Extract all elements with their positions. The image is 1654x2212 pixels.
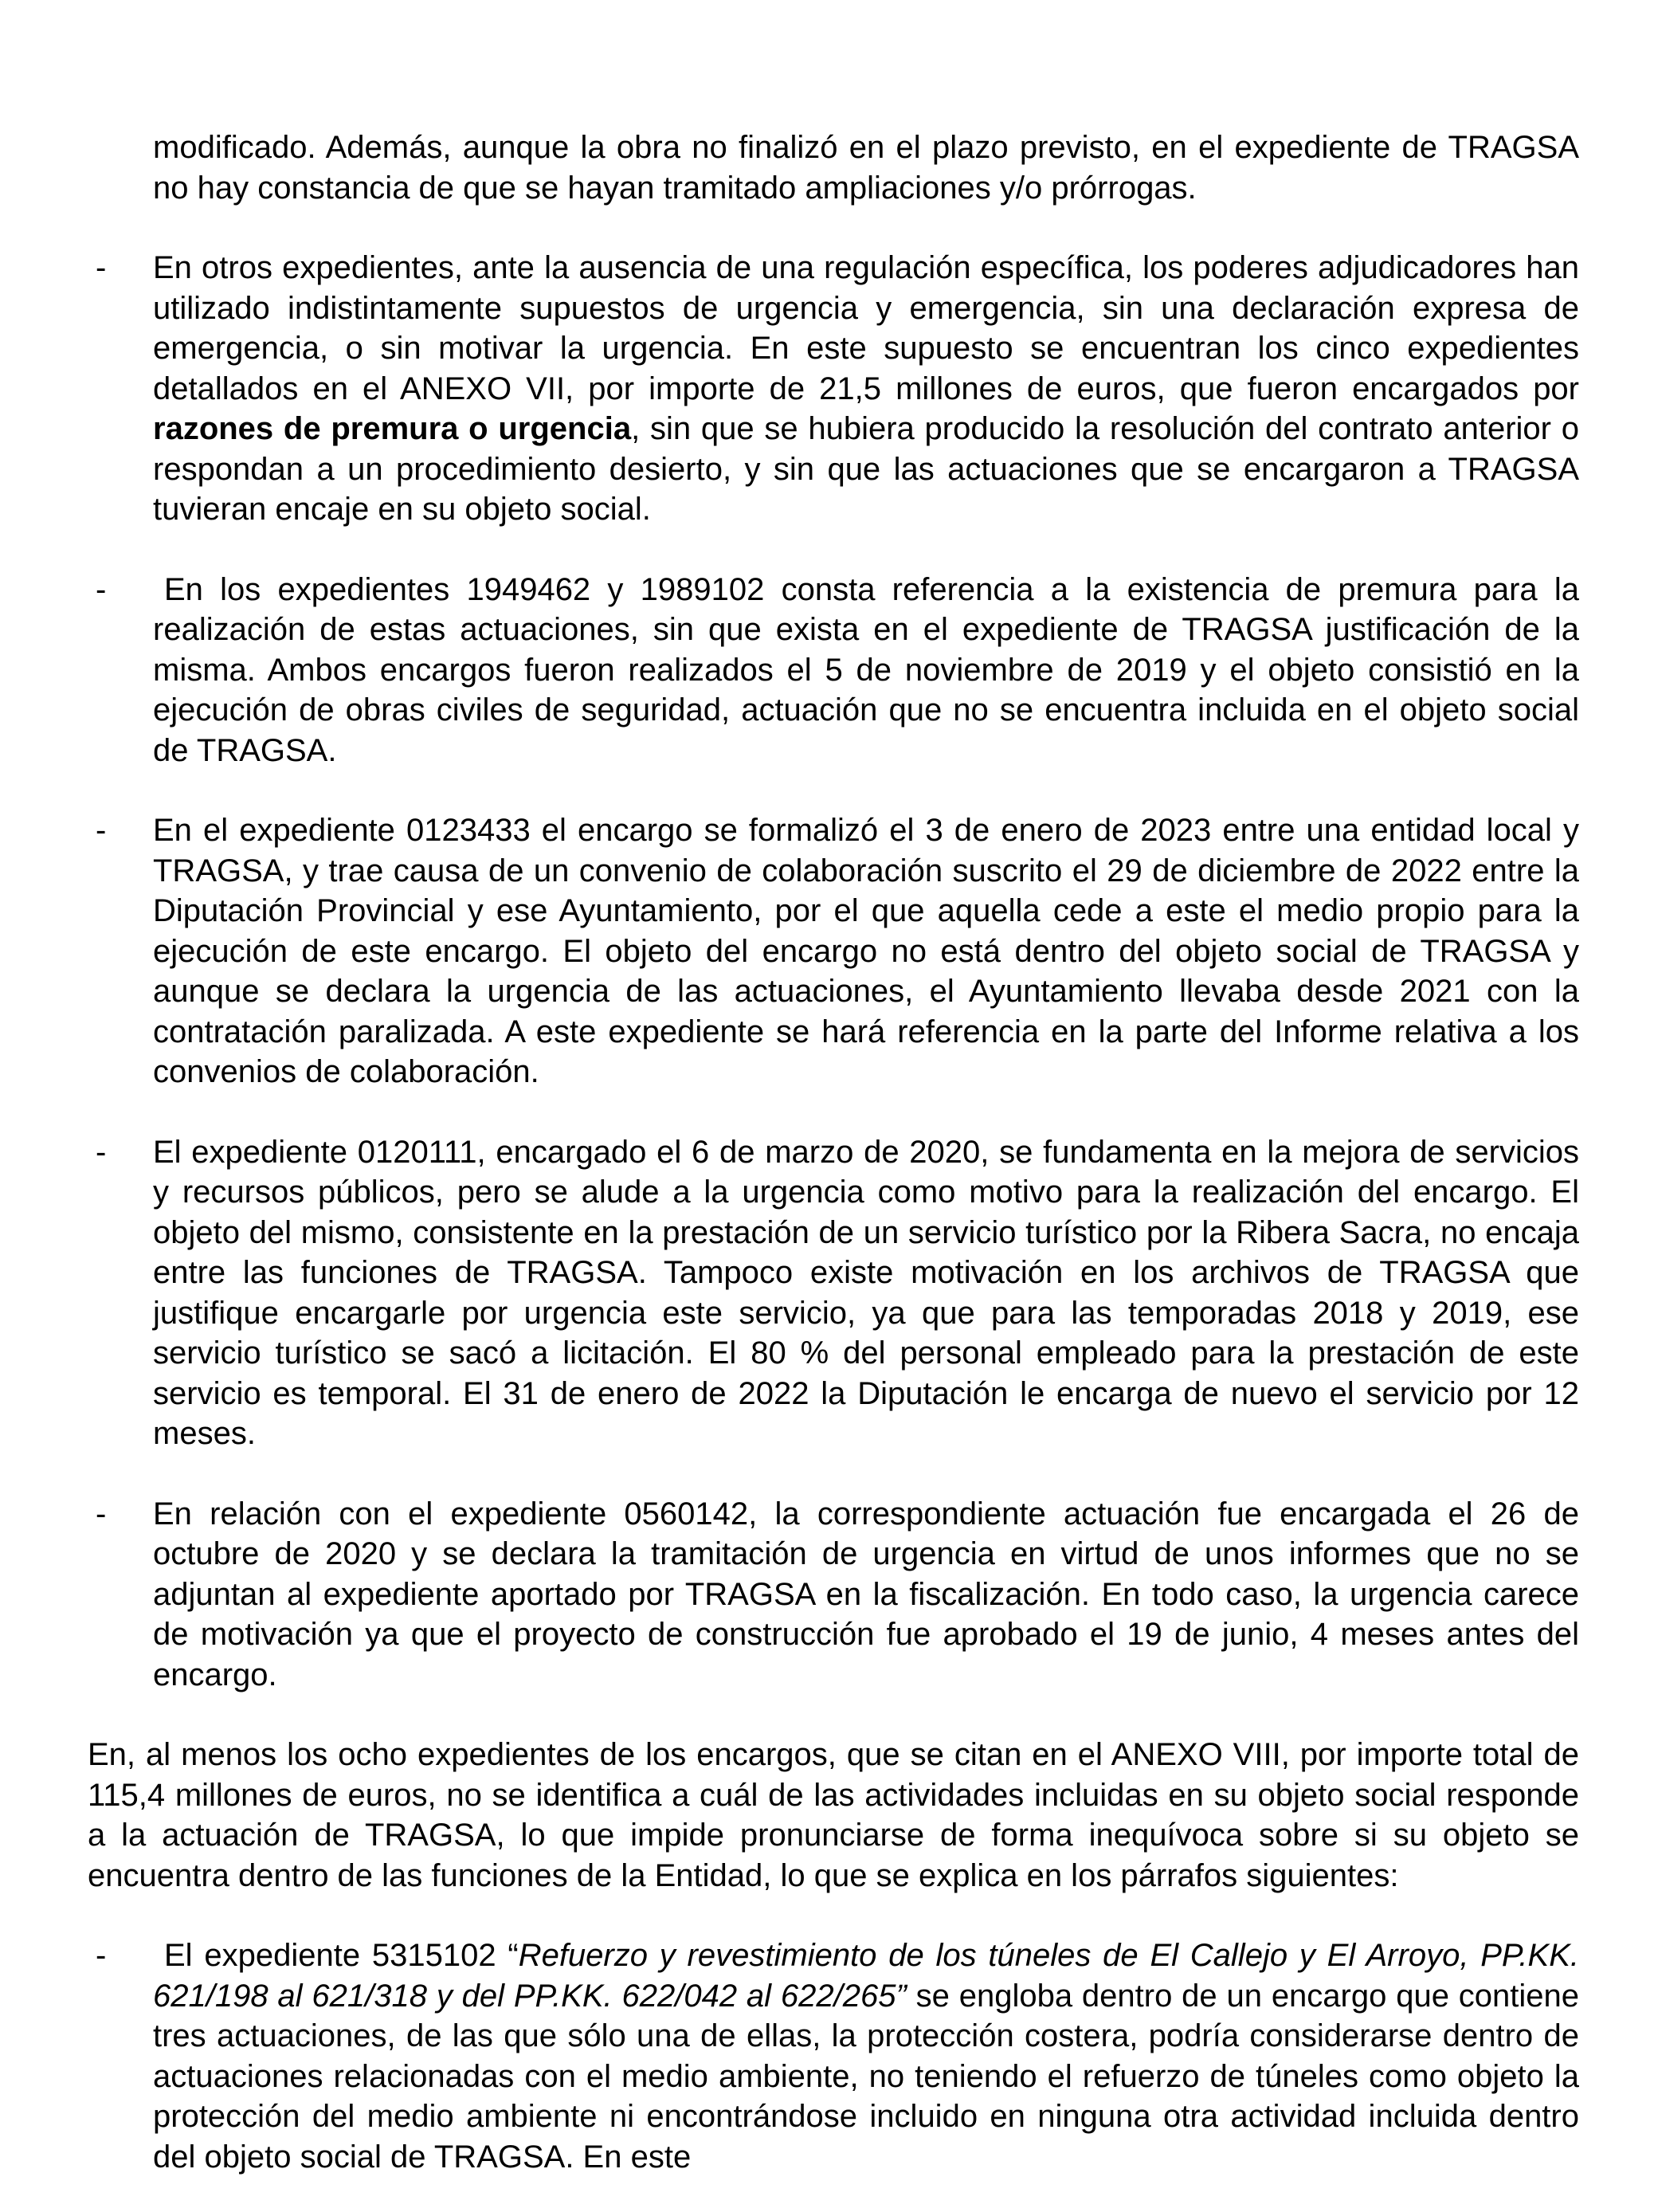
- document-body: [88, 127, 1579, 2177]
- list-item-urgency-emergency: [88, 248, 1579, 530]
- item-6-text: El expediente 5315102 “: [164, 1938, 519, 1973]
- bullet-dash: -: [96, 1134, 107, 1170]
- paragraph-2-text: En, al menos los ocho expedientes de los encargos, que se citan en el ANEXO VIII, por importe total de 115,4 millones de euros, no se identifica a cuál de las actividades incluidas en su objeto social responde a la actuación de TRAGSA, lo que impide pronunciarse de forma inequívoca sobre si su objeto se encuentra dentro de las funciones de la Entidad, lo que se explica en los párrafos siguientes:: [88, 1737, 1579, 1893]
- bullet-dash: -: [96, 813, 107, 848]
- list-item-expediente-5315102: [88, 1936, 1579, 2177]
- item-1-text-end: , sin que se hubiera producido la resolución del contrato anterior o respondan a un procedimiento desierto, y sin que las actuaciones que se encargaron a TRAGSA tuvieran encaje en su objeto social.: [153, 411, 1579, 527]
- bullet-dash: -: [96, 571, 107, 607]
- item-6-italic-title: Refuerzo y revestimiento de los túneles de El Callejo y El Arroyo, PP.KK. 621/198 al 621/318 y del PP.KK. 622/042 al 622/265”: [153, 1938, 1579, 2014]
- paragraph-anexo-viii: [88, 1735, 1579, 1896]
- item-4-text: El expediente 0120111, encargado el 6 de marzo de 2020, se fundamenta en la mejora de servicios y recursos públicos, pero se alude a la urgencia como motivo para la realización del encargo. El objeto del mismo, consistente en la prestación de un servicio turístico por la Ribera Sacra, no encaja entre las funciones de TRAGSA. Tampoco existe motivación en los archivos de TRAGSA que justifique encargarle por urgencia este servicio, ya que para las temporadas 2018 y 2019, ese servicio turístico se sacó a licitación. El 80 % del personal empleado para la prestación de este servicio es temporal. El 31 de enero de 2022 la Diputación le encarga de nuevo el servicio por 12 meses.: [153, 1134, 1579, 1451]
- item-1-bold-text: razones de premura o urgencia: [153, 411, 632, 446]
- list-item-expediente-0123433: [88, 810, 1579, 1092]
- item-1-text: En otros expedientes, ante la ausencia de una regulación específica, los poderes adjudicadores han utilizado indistintamente supuestos de urgencia y emergencia, sin una declaración expresa de emergencia, o sin motivar la urgencia. En este supuesto se encuentran los cinco expedientes detallados en el ANEXO VII, por importe de 21,5 millones de euros, que fueron encargados por: [153, 250, 1579, 406]
- bullet-dash: -: [96, 250, 107, 285]
- intro-continuation-text: modificado. Además, aunque la obra no finalizó en el plazo previsto, en el expediente de TRAGSA no hay constancia de que se hayan tramitado ampliaciones y/o prórrogas.: [153, 130, 1579, 206]
- intro-continuation: [88, 127, 1579, 208]
- item-2-text: En los expedientes 1949462 y 1989102 consta referencia a la existencia de premura para la realización de estas actuaciones, sin que exista en el expediente de TRAGSA justificación de la misma. Ambos encargos fueron realizados el 5 de noviembre de 2019 y el objeto consistió en la ejecución de obras civiles de seguridad, actuación que no se encuentra incluida en el objeto social de TRAGSA.: [153, 571, 1579, 768]
- item-6-text-end: se engloba dentro de un encargo que contiene tres actuaciones, de las que sólo una de ellas, la protección costera, podría considerarse dentro de actuaciones relacionadas con el medio ambiente, no teniendo el refuerzo de túneles como objeto la protección del medio ambiente ni encontrándose incluido en ninguna otra actividad incluida dentro del objeto social de TRAGSA. En este: [153, 1978, 1579, 2175]
- list-item-expedientes-1949462: [88, 570, 1579, 771]
- item-5-text: En relación con el expediente 0560142, la correspondiente actuación fue encargada el 26 de octubre de 2020 y se declara la tramitación de urgencia en virtud de unos informes que no se adjuntan al expediente aportado por TRAGSA en la fiscalización. En todo caso, la urgencia carece de motivación ya que el proyecto de construcción fue aprobado el 19 de junio, 4 meses antes del encargo.: [153, 1496, 1579, 1692]
- item-3-text: En el expediente 0123433 el encargo se formalizó el 3 de enero de 2023 entre una entidad local y TRAGSA, y trae causa de un convenio de colaboración suscrito el 29 de diciembre de 2022 entre la Diputación Provincial y ese Ayuntamiento, por el que aquella cede a este el medio propio para la ejecución de este encargo. El objeto del encargo no está dentro del objeto social de TRAGSA y aunque se declara la urgencia de las actuaciones, el Ayuntamiento llevaba desde 2021 con la contratación paralizada. A este expediente se hará referencia en la parte del Informe relativa a los convenios de colaboración.: [153, 813, 1579, 1089]
- list-item-expediente-0120111: [88, 1132, 1579, 1454]
- list-item-expediente-0560142: [88, 1494, 1579, 1696]
- bullet-dash: -: [96, 1496, 107, 1532]
- bullet-dash: -: [96, 1938, 107, 1973]
